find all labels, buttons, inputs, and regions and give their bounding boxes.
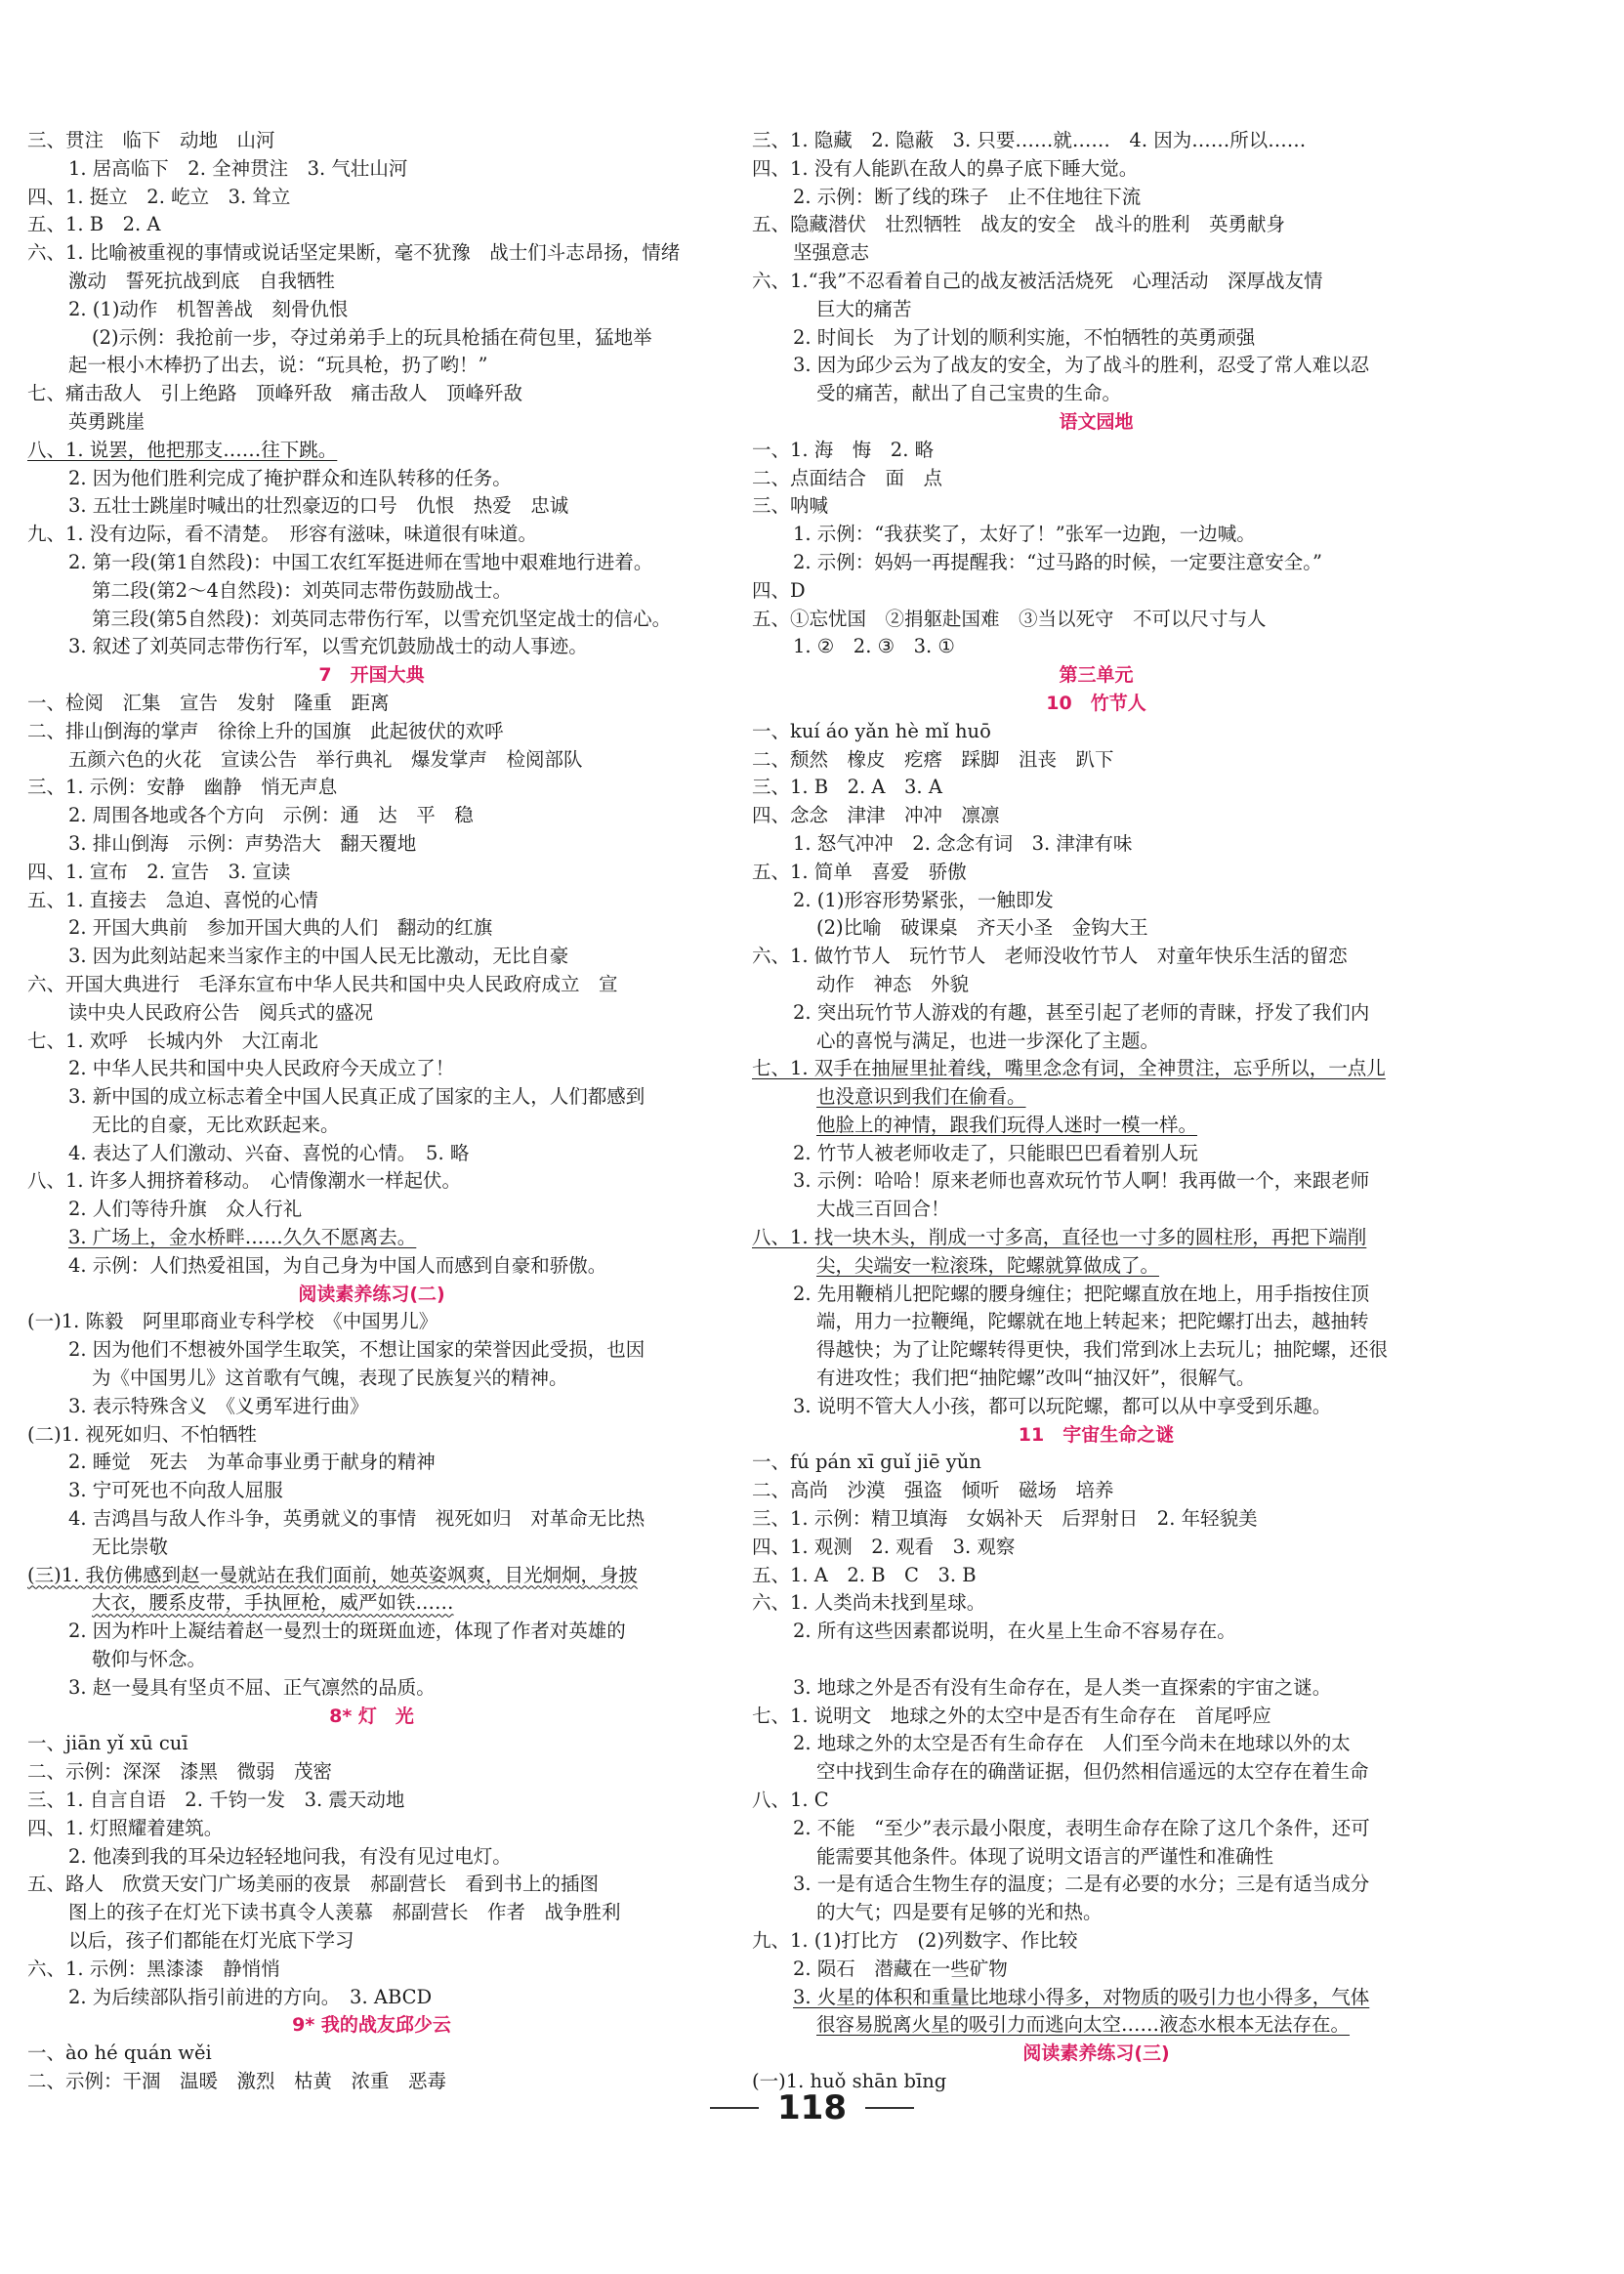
text-line: 3. 示例：哈哈！原来老师也喜欢玩竹节人啊！我再做一个，来跟老师 <box>793 1169 1370 1193</box>
text-line: 2. 第一段(第1自然段)：中国工农红军挺进师在雪地中艰难地行进着。 <box>68 550 653 573</box>
text-line: 四、D <box>752 578 806 602</box>
text-line: 3. 五壮士跳崖时喊出的壮烈豪迈的口号 仇恨 热爱 忠诚 <box>68 494 569 518</box>
text-line: 八、1. 许多人拥挤着移动。 心情像潮水一样起伏。 <box>27 1169 462 1193</box>
text-line: (二)1. 视死如归、不怕牺牲 <box>27 1422 258 1446</box>
wavy-underlined-answer: 大衣，腰系皮带，手执匣枪，威严如铁…… <box>92 1591 454 1615</box>
text-line: 4. 示例：人们热爱祖国，为自己身为中国人而感到自豪和骄傲。 <box>68 1253 607 1277</box>
text-line: 五、1. 简单 喜爱 骄傲 <box>752 860 967 883</box>
text-line: 二、高尚 沙漠 强盗 倾听 磁场 培养 <box>752 1479 1114 1502</box>
text-line: 六、1. 做竹节人 玩竹节人 老师没收竹节人 对童年快乐生活的留恋 <box>752 945 1348 968</box>
text-line: 3. 排山倒海 示例：声势浩大 翻天覆地 <box>68 831 417 855</box>
underlined-answer: 3. 火星的体积和重量比地球小得多，对物质的吸引力也小得多，气体 <box>793 1985 1370 2008</box>
text-line: 有进攻性；我们把“抽陀螺”改叫“抽汉奸”，很解气。 <box>816 1367 1256 1390</box>
underlined-answer: 八、1. 说罢，他把那支……往下跳。 <box>27 438 338 461</box>
text-line: 八、1. C <box>752 1789 829 1812</box>
text-line: 2. 示例：断了线的珠子 止不住地往下流 <box>793 185 1142 208</box>
text-line: 2. 人们等待升旗 众人行礼 <box>68 1198 303 1221</box>
section-heading: 10 竹节人 <box>1046 692 1146 714</box>
text-line: 一、jiān yǐ xū cuī <box>27 1732 188 1755</box>
text-line: 四、1. 观测 2. 观看 3. 观察 <box>752 1535 1016 1558</box>
text-line: 1. 示例：“我获奖了，太好了！”张军一边跑，一边喊。 <box>793 523 1256 546</box>
text-line: 英勇跳崖 <box>68 409 146 433</box>
text-line: 三、1. 隐藏 2. 隐蔽 3. 只要……就…… 4. 因为……所以…… <box>752 129 1307 151</box>
text-line: 2. 不能 “至少”表示最小限度，表明生命存在除了这几个条件，还可 <box>793 1816 1370 1839</box>
text-line: 一、kuí áo yǎn hè mǐ huō <box>752 719 991 742</box>
text-line: 五、1. B 2. A <box>27 213 161 236</box>
text-line <box>27 1589 716 1618</box>
text-line: 受的痛苦，献出了自己宝贵的生命。 <box>816 382 1122 405</box>
text-line: 2. 示例：妈妈一再提醒我：“过马路的时候，一定要注意安全。” <box>793 550 1322 573</box>
text-line: 4. 表达了人们激动、兴奋、喜悦的心情。 5. 略 <box>68 1141 470 1164</box>
text-line: 坚强意志 <box>793 241 870 265</box>
section-heading: 语文园地 <box>1059 410 1134 433</box>
text-line <box>27 1224 716 1252</box>
section-heading: 8* 灯 光 <box>329 1705 414 1727</box>
text-line: 2. 中华人民共和国中央人民政府今天成立了！ <box>68 1057 455 1080</box>
text-line: 六、1. 比喻被重视的事情或说话坚定果断，毫不犹豫 战士们斗志昂扬，情绪 <box>27 241 681 265</box>
text-line: 敬仰与怀念。 <box>92 1648 207 1671</box>
text-line: 巨大的痛苦 <box>816 297 912 320</box>
text-line: 七、1. 说明文 地球之外的太空中是否有生命存在 首尾呼应 <box>752 1704 1271 1727</box>
text-line: 六、1. 人类尚未找到星球。 <box>752 1591 986 1615</box>
text-line: 空中找到生命存在的确凿证据，但仍然相信遥远的太空存在着生命 <box>816 1760 1369 1784</box>
text-line: 一、ào hé quán wěi <box>27 2042 212 2065</box>
text-line: 激动 誓死抗战到底 自我牺牲 <box>68 269 336 292</box>
text-line: 二、示例：深深 漆黑 微弱 茂密 <box>27 1760 333 1784</box>
text-line: 无比的自豪，无比欢跃起来。 <box>92 1113 340 1136</box>
text-line: 3. 因为此刻站起来当家作主的中国人民无比激动，无比自豪 <box>68 945 569 968</box>
text-line: 九、1. 没有边际，看不清楚。 形容有滋味，味道很有味道。 <box>27 523 538 546</box>
text-line: 四、1. 没有人能趴在敌人的鼻子底下睡大觉。 <box>752 156 1139 180</box>
text-line: (2)示例：我抢前一步，夺过弟弟手上的玩具枪插在荷包里，猛地举 <box>92 325 652 349</box>
text-line: 2. 周围各地或各个方向 示例：通 达 平 稳 <box>68 804 474 827</box>
text-line: 五颜六色的火花 宣读公告 举行典礼 爆发掌声 检阅部队 <box>68 747 583 771</box>
text-line: 读中央人民政府公告 阅兵式的盛况 <box>68 1000 374 1024</box>
text-line: 二、颓然 橡皮 疙瘩 踩脚 沮丧 趴下 <box>752 747 1114 771</box>
left-column <box>27 127 716 2096</box>
underlined-answer: 尖，尖端安一粒滚珠，陀螺就算做成了。 <box>816 1253 1160 1277</box>
page-footer <box>0 2088 1624 2127</box>
text-line: 二、点面结合 面 点 <box>752 466 943 489</box>
page-number: 118 <box>777 2088 847 2127</box>
text-line: 七、痛击敌人 引上绝路 顶峰歼敌 痛击敌人 顶峰歼敌 <box>27 382 523 405</box>
underlined-answer: 八、1. 找一块木头，削成一寸多高，直径也一寸多的圆柱形，再把下端削 <box>752 1226 1367 1249</box>
text-line: 3. 叙述了刘英同志带伤行军，以雪充饥鼓励战士的动人事迹。 <box>68 635 588 658</box>
text-line: 四、1. 宣布 2. 宣告 3. 宣读 <box>27 860 291 883</box>
text-line <box>752 1112 1440 1140</box>
section-heading: 9* 我的战友邱少云 <box>292 2014 451 2037</box>
text-line: 第二段(第2～4自然段)：刘英同志带伤鼓励战士。 <box>92 578 513 602</box>
text-line: 一、fú pán xī guǐ jiē yǔn <box>752 1451 981 1474</box>
text-line: 以后，孩子们都能在灯光底下学习 <box>68 1929 354 1952</box>
text-line: 3. 因为邱少云为了战友的安全，为了战斗的胜利，忍受了常人难以忍 <box>793 354 1370 377</box>
text-line: 2. 他凑到我的耳朵边轻轻地问我，有没有见过电灯。 <box>68 1844 512 1868</box>
text-line: 3. 说明不管大人小孩，都可以玩陀螺，都可以从中享受到乐趣。 <box>793 1394 1332 1417</box>
text-line <box>752 1224 1440 1252</box>
text-line: 二、排山倒海的掌声 徐徐上升的国旗 此起彼伏的欢呼 <box>27 719 504 742</box>
text-line: 2. 为后续部队指引前进的方向。 3. ABCD <box>68 1985 433 2008</box>
text-line: 2. 因为柞叶上凝结着赵一曼烈士的斑斑血迹，体现了作者对英雄的 <box>68 1620 626 1643</box>
underlined-answer: 也没意识到我们在偷看。 <box>816 1085 1026 1109</box>
text-line <box>752 1083 1440 1112</box>
text-line: 四、1. 挺立 2. 屹立 3. 耸立 <box>27 185 291 208</box>
text-line: 2. (1)动作 机智善战 刻骨仇恨 <box>68 297 349 320</box>
text-line: 4. 吉鸿昌与敌人作斗争，英勇就义的事情 视死如归 对革命无比热 <box>68 1507 645 1531</box>
text-line: 四、1. 灯照耀着建筑。 <box>27 1816 224 1839</box>
section-heading: 7 开国大典 <box>318 664 425 687</box>
underlined-answer: 他脸上的神情，跟我们玩得人迷时一模一样。 <box>816 1113 1198 1136</box>
underlined-answer: 七、1. 双手在抽屉里扯着线，嘴里念念有词，全神贯注，忘乎所以，一点儿 <box>752 1057 1386 1080</box>
text-line: 五、1. 直接去 急迫、喜悦的心情 <box>27 888 318 911</box>
text-line: 3. 新中国的成立标志着全中国人民真正成了国家的主人，人们都感到 <box>68 1085 645 1109</box>
text-line: 一、1. 海 悔 2. 略 <box>752 438 935 461</box>
text-line: 2. 睡觉 死去 为革命事业勇于献身的精神 <box>68 1451 436 1474</box>
text-line: 2. 因为他们不想被外国学生取笑，不想让国家的荣誉因此受损，也因 <box>68 1338 645 1362</box>
text-line: 四、念念 津津 冲冲 凛凛 <box>752 804 1000 827</box>
text-line: 心的喜悦与满足，也进一步深化了主题。 <box>816 1029 1160 1052</box>
underlined-answer: 很容易脱离火星的吸引力而逃向太空……液态水根本无法存在。 <box>816 2013 1351 2037</box>
text-line: 第三段(第5自然段)：刘英同志带伤行军，以雪充饥坚定战士的信心。 <box>92 607 672 630</box>
text-line: 五、①忘忧国 ②捐躯赴国难 ③当以死守 不可以尺寸与人 <box>752 607 1267 630</box>
text-line: 2. 陨石 潜藏在一些矿物 <box>793 1957 1008 1980</box>
text-line: 3. 一是有适合生物生存的温度；二是有必要的水分；三是有适当成分 <box>793 1873 1370 1896</box>
text-line: 1. 居高临下 2. 全神贯注 3. 气壮山河 <box>68 156 408 180</box>
section-heading: 阅读素养练习(三) <box>1022 2042 1170 2065</box>
text-line: 三、1. 示例：精卫填海 女娲补天 后羿射日 2. 年轻貌美 <box>752 1507 1258 1531</box>
text-line: 2. 突出玩竹节人游戏的有趣，甚至引起了老师的青睐，抒发了我们内 <box>793 1000 1370 1024</box>
text-line: 七、1. 欢呼 长城内外 大江南北 <box>27 1029 318 1052</box>
text-line: 三、1. 自言自语 2. 千钧一发 3. 震天动地 <box>27 1789 405 1812</box>
section-heading: 11 宇宙生命之谜 <box>1018 1423 1175 1446</box>
text-line: 2. 地球之外的太空是否有生命存在 人们至今尚未在地球以外的太 <box>793 1732 1351 1755</box>
text-line <box>752 1252 1440 1281</box>
text-line: 2. 所有这些因素都说明，在火星上生命不容易存在。 <box>793 1620 1236 1643</box>
text-line: 图上的孩子在灯光下读书真令人羡慕 郝副营长 作者 战争胜利 <box>68 1901 621 1924</box>
text-line: 3. 地球之外是否有没有生命存在，是人类一直探索的宇宙之谜。 <box>793 1675 1332 1699</box>
text-line: 得越快；为了让陀螺转得更快，我们常到冰上去玩儿；抽陀螺，还很 <box>816 1338 1389 1362</box>
text-line: 为《中国男儿》这首歌有气魄，表现了民族复兴的精神。 <box>92 1367 568 1390</box>
text-line: 2. (1)形容形势紧张，一触即发 <box>793 888 1054 911</box>
text-line <box>752 1984 1440 2012</box>
text-line: 3. 表示特殊含义 《义勇军进行曲》 <box>68 1394 369 1417</box>
text-line: (一)1. 陈毅 阿里耶商业专科学校 《中国男儿》 <box>27 1310 438 1333</box>
text-line: 端，用力一拉鞭绳，陀螺就在地上转起来；把陀螺打出去，越抽转 <box>816 1310 1369 1333</box>
wavy-underlined-answer: (三)1. 我仿佛感到赵一曼就站在我们面前，她英姿飒爽，目光炯炯，身披 <box>27 1563 639 1586</box>
underlined-answer: 3. 广场上，金水桥畔……久久不愿离去。 <box>68 1226 417 1249</box>
text-line: 六、开国大典进行 毛泽东宣布中华人民共和国中央人民政府成立 宣 <box>27 972 618 995</box>
text-line: 起一根小木棒扔了出去，说：“玩具枪，扔了哟！” <box>68 354 488 377</box>
unit-heading: 第三单元 <box>1059 664 1134 687</box>
text-line: 大战三百回合！ <box>816 1198 950 1221</box>
section-heading: 阅读素养练习(二) <box>298 1283 445 1305</box>
text-line <box>27 437 716 465</box>
text-line: 3. 赵一曼具有坚贞不屈、正气凛然的品质。 <box>68 1675 436 1699</box>
text-line: 三、1. B 2. A 3. A <box>752 776 942 799</box>
text-line <box>752 1055 1440 1083</box>
text-line: 五、隐藏潜伏 壮烈牺牲 战友的安全 战斗的胜利 英勇献身 <box>752 213 1286 236</box>
text-line: 能需要其他条件。体现了说明文语言的严谨性和准确性 <box>816 1844 1274 1868</box>
text-line: (2)比喻 破课桌 齐天小圣 金钩大王 <box>816 916 1148 940</box>
text-line: 1. 怒气冲冲 2. 念念有词 3. 津津有味 <box>793 831 1133 855</box>
text-line: 1. ② 2. ③ 3. ① <box>793 635 955 658</box>
text-line: (一)1. huǒ shān bīng <box>752 2069 947 2092</box>
text-line: 六、1. 示例：黑漆漆 静悄悄 <box>27 1957 280 1980</box>
text-line: 三、贯注 临下 动地 山河 <box>27 129 275 151</box>
text-line: 2. 竹节人被老师收走了，只能眼巴巴看着别人玩 <box>793 1141 1198 1164</box>
text-line: 二、示例：干涸 温暖 激烈 枯黄 浓重 恶毒 <box>27 2069 447 2092</box>
text-line: 3. 宁可死也不向敌人屈服 <box>68 1479 283 1502</box>
text-line: 六、1.“我”不忍看着自己的战友被活活烧死 心理活动 深厚战友情 <box>752 269 1323 292</box>
text-line: 一、检阅 汇集 宣告 发射 隆重 距离 <box>27 691 390 714</box>
text-line <box>752 2011 1440 2040</box>
text-line <box>27 1562 716 1590</box>
footer-rule-right <box>865 2107 914 2109</box>
text-line: 五、1. A 2. B C 3. B <box>752 1563 977 1586</box>
text-line: 2. 开国大典前 参加开国大典的人们 翻动的红旗 <box>68 916 493 940</box>
text-line: 无比崇敬 <box>92 1535 169 1558</box>
text-line: 五、路人 欣赏天安门广场美丽的夜景 郝副营长 看到书上的插图 <box>27 1873 600 1896</box>
text-line: 九、1. (1)打比方 (2)列数字、作比较 <box>752 1929 1078 1952</box>
blank-line <box>752 1646 1440 1674</box>
footer-rule-left <box>710 2107 759 2109</box>
text-line: 三、呐喊 <box>752 494 829 518</box>
text-line: 的大气；四是要有足够的光和热。 <box>816 1901 1103 1924</box>
right-column <box>752 127 1440 2096</box>
text-line: 动作 神态 外貌 <box>816 972 970 995</box>
text-line: 2. 先用鞭梢儿把陀螺的腰身缠住；把陀螺直放在地上，用手指按住顶 <box>793 1282 1370 1305</box>
text-line: 三、1. 示例：安静 幽静 悄无声息 <box>27 776 338 799</box>
text-line: 2. 因为他们胜利完成了掩护群众和连队转移的任务。 <box>68 466 512 489</box>
text-line: 2. 时间长 为了计划的顺利实施，不怕牺牲的英勇顽强 <box>793 325 1256 349</box>
